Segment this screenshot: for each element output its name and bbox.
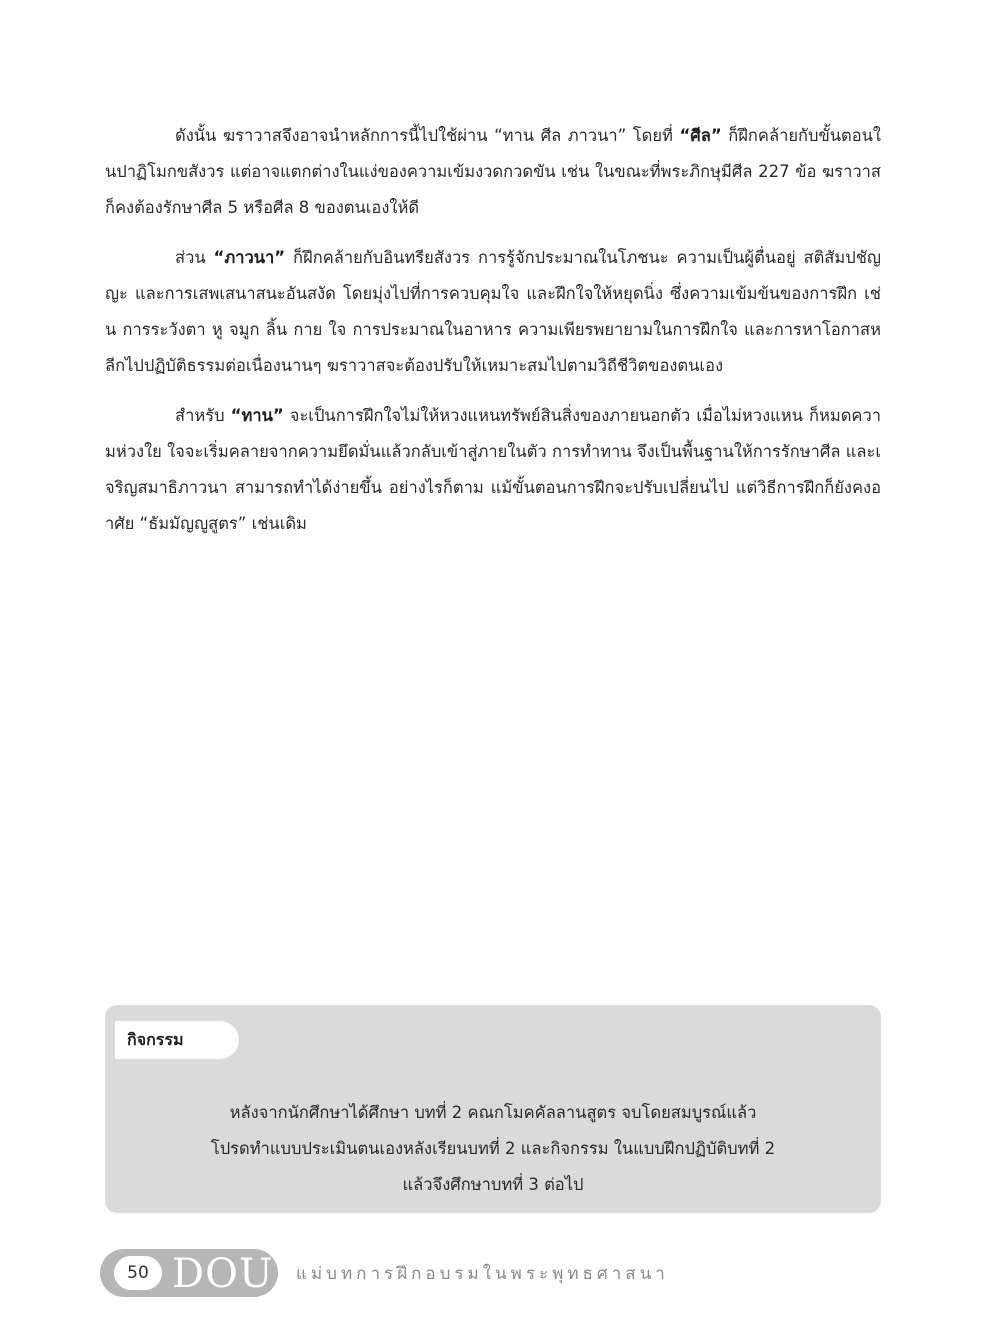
main-content (105, 118, 881, 556)
paragraph-bhavana-text-2: ก็ฝึกคล้ายกับอินทรียสังวร การรู้จักประมาณในโภชนะ ความเป็นผู้ตื่นอยู่ สติสัมปชัญญะ และการเสพเสนาสนะอันสงัด โดยมุ่งไปที่การควบคุมใจ และฝึกใจให้หยุดนิ่ง ซึ่งความเข้มข้นของการฝึก เช่น การระวังตา หู จมูก ลิ้น กาย ใจ การประมาณในอาหาร ความเพียรพยายามในการฝึกใจ และการหาโอกาสหลีกไปปฏิบัติธรรมต่อเนื่องนานๆ ฆราวาสจะต้องปรับให้เหมาะสมไปตามวิถีชีวิตของตนเอง (105, 248, 881, 375)
paragraph-sila-bold-term: “ศีล” (679, 126, 722, 145)
page-number: 50 (114, 1256, 162, 1290)
dou-logo: DOU (172, 1251, 274, 1297)
activity-line-1: หลังจากนักศึกษาได้ศึกษา บทที่ 2 คณกโมคคัลลานสูตร จบโดยสมบูรณ์แล้ว (229, 1103, 757, 1122)
paragraph-bhavana-text-1: ส่วน (175, 248, 214, 267)
activity-instructions (125, 1095, 861, 1203)
paragraph-bhavana (105, 240, 881, 384)
activity-line-2: โปรดทำแบบประเมินตนเองหลังเรียนบทที่ 2 และกิจกรรม ในแบบฝึกปฏิบัติบทที่ 2 (210, 1139, 776, 1158)
paragraph-dana-bold-term: “ทาน” (230, 406, 284, 425)
paragraph-dana-text-2: จะเป็นการฝึกใจไม่ให้หวงแหนทรัพย์สินสิ่งของภายนอกตัว เมื่อไม่หวงแหน ก็หมดความห่วงใย ใจจะเริ่มคลายจากความยึดมั่นแล้วกลับเข้าสู่ภายในตัว การทำทาน จึงเป็นพื้นฐานให้การรักษาศีล และเจริญสมาธิภาวนา สามารถทำได้ง่ายขึ้น อย่างไรก็ตาม แม้ขั้นตอนการฝึกจะปรับเปลี่ยนไป แต่วิธีการฝึกก็ยังคงอาศัย “ธัมมัญญูสูตร” เช่นเดิม (105, 406, 881, 533)
activity-heading: กิจกรรม (115, 1021, 239, 1059)
paragraph-sila-text-1: ดังนั้น ฆราวาสจึงอาจนำหลักการนี้ไปใช้ผ่าน “ทาน ศีล ภาวนา” โดยที่ (175, 126, 680, 145)
page-footer (100, 1249, 669, 1297)
activity-box (105, 1005, 881, 1213)
paragraph-bhavana-bold-term: “ภาวนา” (213, 248, 286, 267)
paragraph-dana-text-1: สำหรับ (175, 406, 231, 425)
paragraph-dana (105, 398, 881, 542)
running-title: แม่บทการฝึกอบรมในพระพุทธศาสนา (296, 1263, 669, 1284)
paragraph-sila-text-2: ก็ฝึกคล้ายกับขั้นตอนในปาฏิโมกขสังวร แต่อาจแตกต่างในแง่ของความเข้มงวดกวดขัน เช่น ในขณะที่พระภิกษุมีศีล 227 ข้อ ฆราวาสก็คงต้องรักษาศีล 5 หรือศีล 8 ของตนเองให้ดี (105, 126, 881, 217)
activity-line-3: แล้วจึงศึกษาบทที่ 3 ต่อไป (402, 1175, 584, 1194)
paragraph-sila (105, 118, 881, 226)
footer-badge (100, 1249, 278, 1297)
